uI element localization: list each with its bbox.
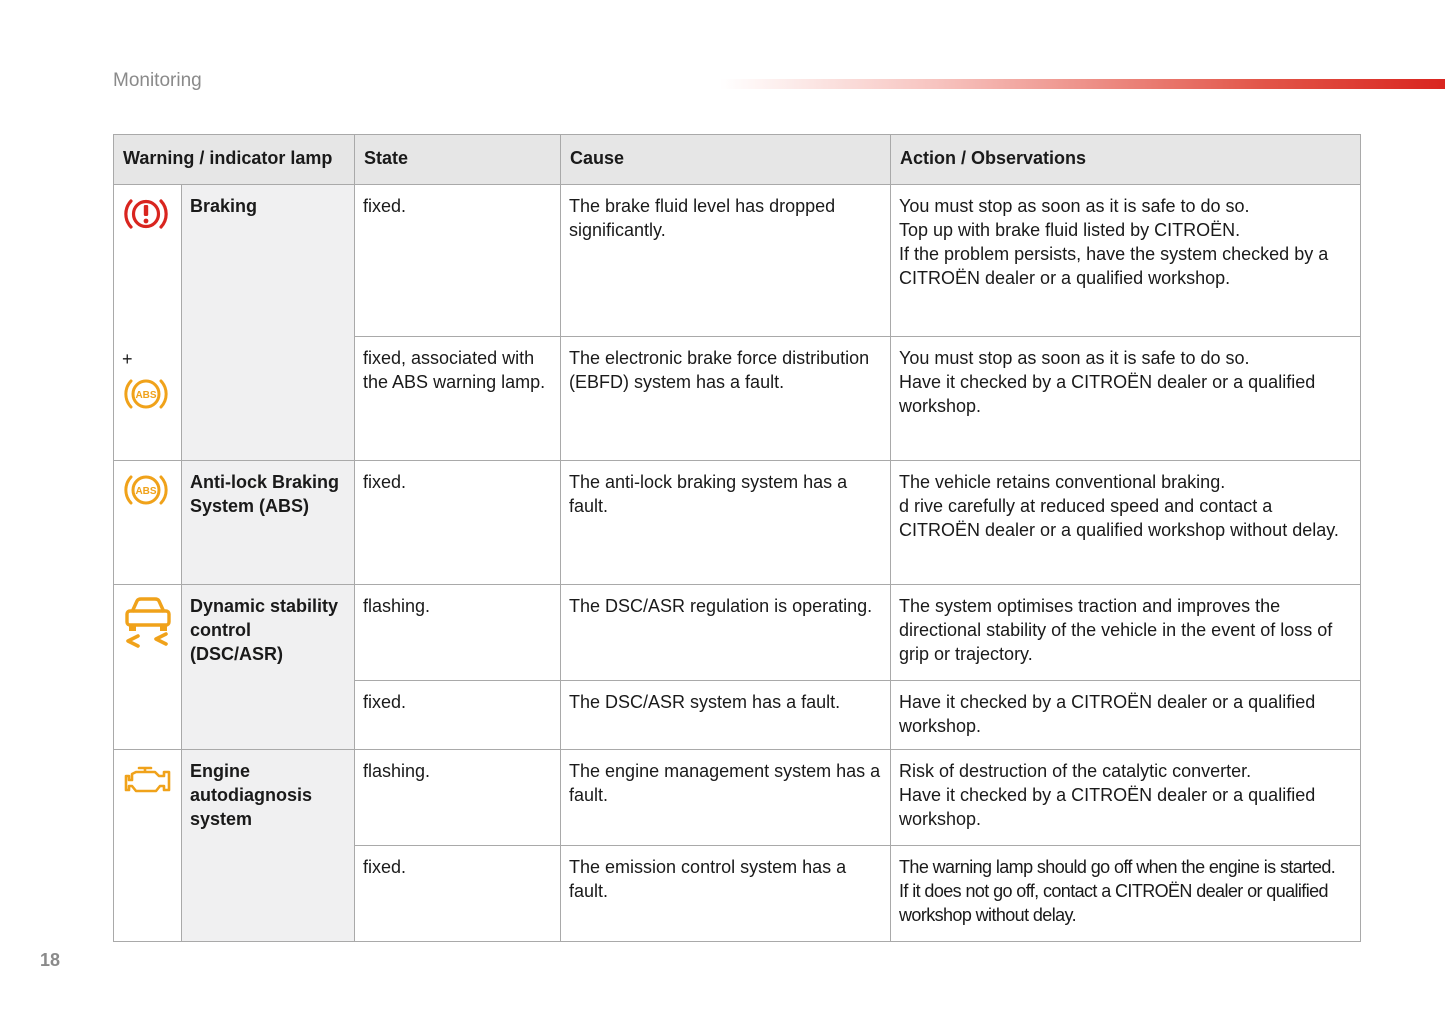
table-row	[114, 585, 1361, 681]
state-cell: fixed.	[355, 681, 561, 750]
action-line: The warning lamp should go off when the engine is started.	[899, 857, 1336, 877]
action-cell	[891, 461, 1361, 585]
action-cell	[891, 750, 1361, 846]
action-cell	[891, 585, 1361, 681]
lamp-name-abs: Anti-lock Braking System (ABS)	[182, 461, 355, 585]
header-accent-bar	[720, 79, 1445, 89]
stability-control-icon	[122, 594, 174, 650]
state-cell: fixed, associated with the ABS warning lamp.	[355, 337, 561, 461]
abs-icon	[122, 374, 170, 414]
state-cell: flashing.	[355, 750, 561, 846]
section-title: Monitoring	[113, 70, 202, 91]
action-line: Have it checked by a CITROËN dealer or a qualified workshop.	[899, 785, 1316, 829]
abs-icon	[122, 470, 170, 510]
cause-cell: The DSC/ASR regulation is operating.	[561, 585, 891, 681]
table-row	[114, 461, 1361, 585]
page-number: 18	[40, 950, 61, 970]
header-cause: Cause	[561, 135, 891, 185]
header-state: State	[355, 135, 561, 185]
state-cell: flashing.	[355, 585, 561, 681]
action-line: d rive carefully at reduced speed and contact a CITROËN dealer or a qualified workshop without delay.	[899, 496, 1339, 540]
table-header-row	[114, 135, 1361, 185]
cause-cell: The brake fluid level has dropped significantly.	[561, 185, 891, 337]
cause-cell: The electronic brake force distribution (EBFD) system has a fault.	[561, 337, 891, 461]
action-cell	[891, 185, 1361, 337]
warning-lamps-table	[113, 134, 1361, 942]
state-cell: fixed.	[355, 185, 561, 337]
action-line: The vehicle retains conventional braking.	[899, 472, 1226, 492]
state-cell: fixed.	[355, 461, 561, 585]
braking-icon-cell	[114, 185, 182, 461]
state-cell: fixed.	[355, 846, 561, 942]
svg-text:ABS: ABS	[135, 486, 157, 497]
action-line: If the problem persists, have the system checked by a CITROËN dealer or a qualified workshop.	[899, 244, 1329, 288]
cause-cell: The anti-lock braking system has a fault.	[561, 461, 891, 585]
action-line: The system optimises traction and improves the directional stability of the vehicle in the event of loss of grip or trajectory.	[899, 596, 1333, 664]
svg-text:ABS: ABS	[135, 390, 157, 401]
table-row	[114, 750, 1361, 846]
lamp-name-braking: Braking	[182, 185, 355, 461]
cause-cell: The DSC/ASR system has a fault.	[561, 681, 891, 750]
cause-cell: The emission control system has a fault.	[561, 846, 891, 942]
action-cell	[891, 846, 1361, 942]
action-line: Risk of destruction of the catalytic converter.	[899, 761, 1252, 781]
lamp-name-engine: Engine autodiagnosis system	[182, 750, 355, 942]
action-line: If it does not go off, contact a CITROËN dealer or qualified workshop without delay.	[899, 881, 1328, 925]
action-cell	[891, 337, 1361, 461]
action-line: Top up with brake fluid listed by CITROËN.	[899, 220, 1241, 240]
action-line: You must stop as soon as it is safe to do so.	[899, 348, 1250, 368]
engine-icon	[122, 759, 174, 799]
engine-icon-cell	[114, 750, 182, 942]
action-cell	[891, 681, 1361, 750]
action-line: Have it checked by a CITROËN dealer or a qualified workshop.	[899, 692, 1316, 736]
plus-sign: +	[122, 349, 133, 369]
cause-cell: The engine management system has a fault.	[561, 750, 891, 846]
dsc-icon-cell	[114, 585, 182, 750]
abs-icon-cell	[114, 461, 182, 585]
lamp-name-dsc: Dynamic stability control (DSC/ASR)	[182, 585, 355, 750]
brake-warning-icon	[122, 194, 170, 234]
action-line: You must stop as soon as it is safe to do so.	[899, 196, 1250, 216]
table-row	[114, 185, 1361, 337]
action-line: Have it checked by a CITROËN dealer or a qualified workshop.	[899, 372, 1316, 416]
header-action: Action / Observations	[891, 135, 1361, 185]
header-lamp: Warning / indicator lamp	[114, 135, 355, 185]
